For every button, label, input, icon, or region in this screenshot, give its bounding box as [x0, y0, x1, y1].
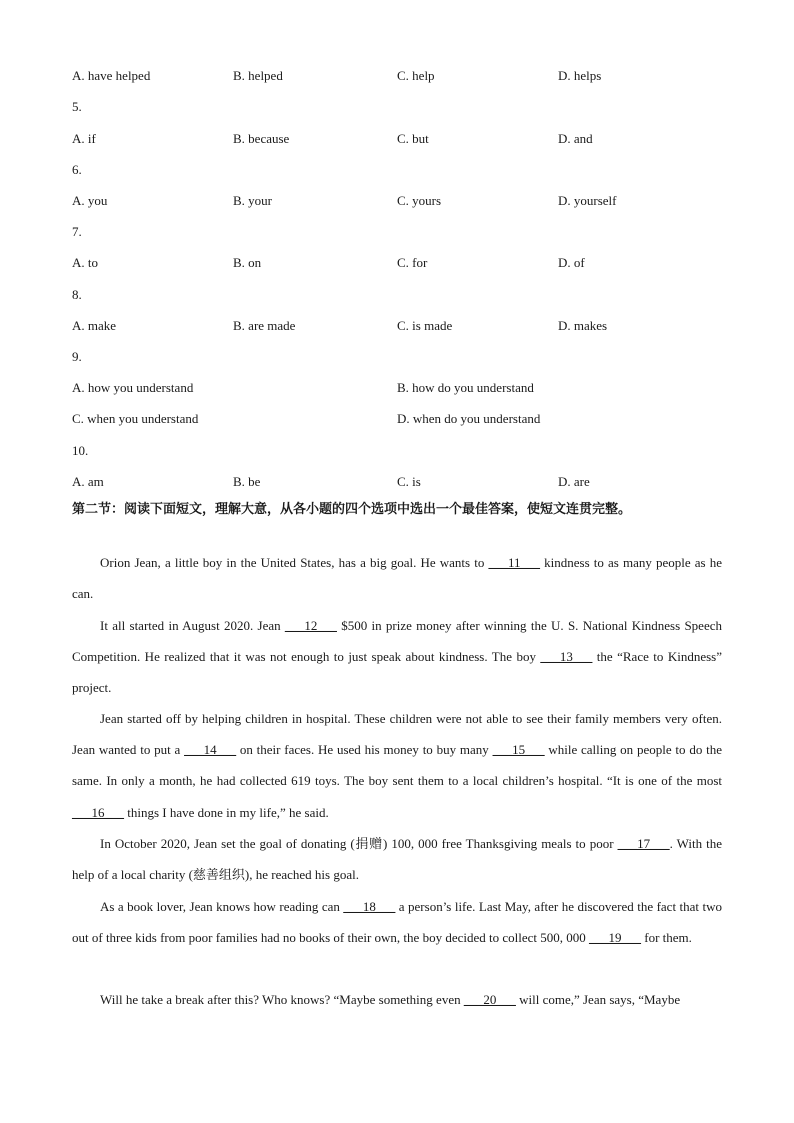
option-b: B. helped — [233, 68, 283, 83]
passage-paragraph-6: Will he take a break after this? Who knows? “Maybe something even ___20___ will come,” Jean says, “Maybe — [100, 992, 681, 1007]
option-b: B. how do you understand — [397, 380, 534, 395]
blank-11: ___11___ — [488, 555, 541, 570]
option-d: D. when do you understand — [397, 411, 541, 426]
option-c: C. is — [397, 474, 421, 489]
blank-13: ___13___ — [540, 649, 593, 665]
blank-16: ___16___ — [72, 804, 124, 820]
blank-12: ___12___ — [284, 618, 337, 633]
blank-15: ___15___ — [492, 742, 545, 758]
passage-paragraph-4: In October 2020, Jean set the goal of donating (捐赠) 100, 000 free Thanksgiving meals to poor ___17___. With the help of a local charity (慈善组织), he reached his goal. — [72, 836, 722, 883]
passage-paragraph-1: Orion Jean, a little boy in the United States, has a big goal. He wants to ___11___ kindness to as many people as he can. — [72, 555, 722, 602]
passage-paragraph-2: It all started in August 2020. Jean ___12___ $500 in prize money after winning the U. S. National Kindness Speech Competition. He realized that it was not enough to just speak about kindness. The boy ___13___ the “Race to Kindness” project. — [72, 618, 722, 696]
blank-18: ___18___ — [343, 899, 396, 914]
option-a: A. to — [72, 255, 98, 270]
option-d: D. makes — [558, 318, 608, 333]
option-b: B. your — [233, 193, 272, 208]
question-7-number: 7. — [72, 224, 82, 239]
blank-19: ___19___ — [589, 930, 641, 946]
blank-14: ___14___ — [184, 742, 237, 758]
option-d: D. of — [558, 255, 585, 270]
question-7-options — [72, 254, 722, 272]
option-a: A. if — [72, 131, 96, 146]
question-9-number: 9. — [72, 349, 82, 364]
option-a: A. have helped — [72, 68, 151, 83]
option-d: D. are — [558, 474, 590, 489]
question-10-number: 10. — [72, 443, 89, 458]
question-9-options-cd — [72, 410, 722, 428]
blank-17: ___17___ — [617, 836, 670, 851]
question-6-options — [72, 192, 722, 210]
option-a: A. am — [72, 474, 104, 489]
question-5-number: 5. — [72, 99, 82, 114]
option-c: C. but — [397, 131, 429, 146]
question-4-options — [72, 67, 722, 85]
blank-20: ___20___ — [463, 992, 516, 1007]
option-d: D. and — [558, 131, 593, 146]
question-6-number: 6. — [72, 162, 82, 177]
option-c: C. for — [397, 255, 428, 270]
option-a: A. you — [72, 193, 108, 208]
passage-paragraph-5: As a book lover, Jean knows how reading can ___18___ a person’s life. Last May, after he discovered the fact that two out of three kids from poor families had no books of their own, the boy decided to collect 500, 000 ___19___ for them. — [72, 899, 722, 946]
option-b: B. on — [233, 255, 262, 270]
option-b: B. are made — [233, 318, 296, 333]
question-5-options — [72, 130, 722, 148]
question-8-options — [72, 317, 722, 335]
question-8-number: 8. — [72, 287, 82, 302]
option-a: A. how you understand — [72, 380, 194, 395]
question-10-options — [72, 473, 722, 491]
option-c: C. is made — [397, 318, 453, 333]
option-b: B. because — [233, 131, 290, 146]
section-heading: 第二节：阅读下面短文，理解大意，从各小题的四个选项中选出一个最佳答案，使短文连贯完整。 — [72, 502, 632, 517]
passage-paragraph-3: Jean started off by helping children in hospital. These children were not able to see their family members very often. Jean wanted to put a ___14___ on their faces. He used his money to buy many ___15___ while calling on people to do the same. In only a month, he had collected 619 toys. The boy sent them to a local children’s hospital. “It is one of the most ___16___ things I have done in my life,” he said. — [72, 711, 722, 820]
option-d: D. helps — [558, 68, 602, 83]
option-c: C. when you understand — [72, 411, 199, 426]
option-b: B. be — [233, 474, 261, 489]
option-d: D. yourself — [558, 193, 617, 208]
option-c: C. yours — [397, 193, 442, 208]
question-9-options-ab — [72, 379, 722, 397]
option-a: A. make — [72, 318, 117, 333]
option-c: C. help — [397, 68, 435, 83]
